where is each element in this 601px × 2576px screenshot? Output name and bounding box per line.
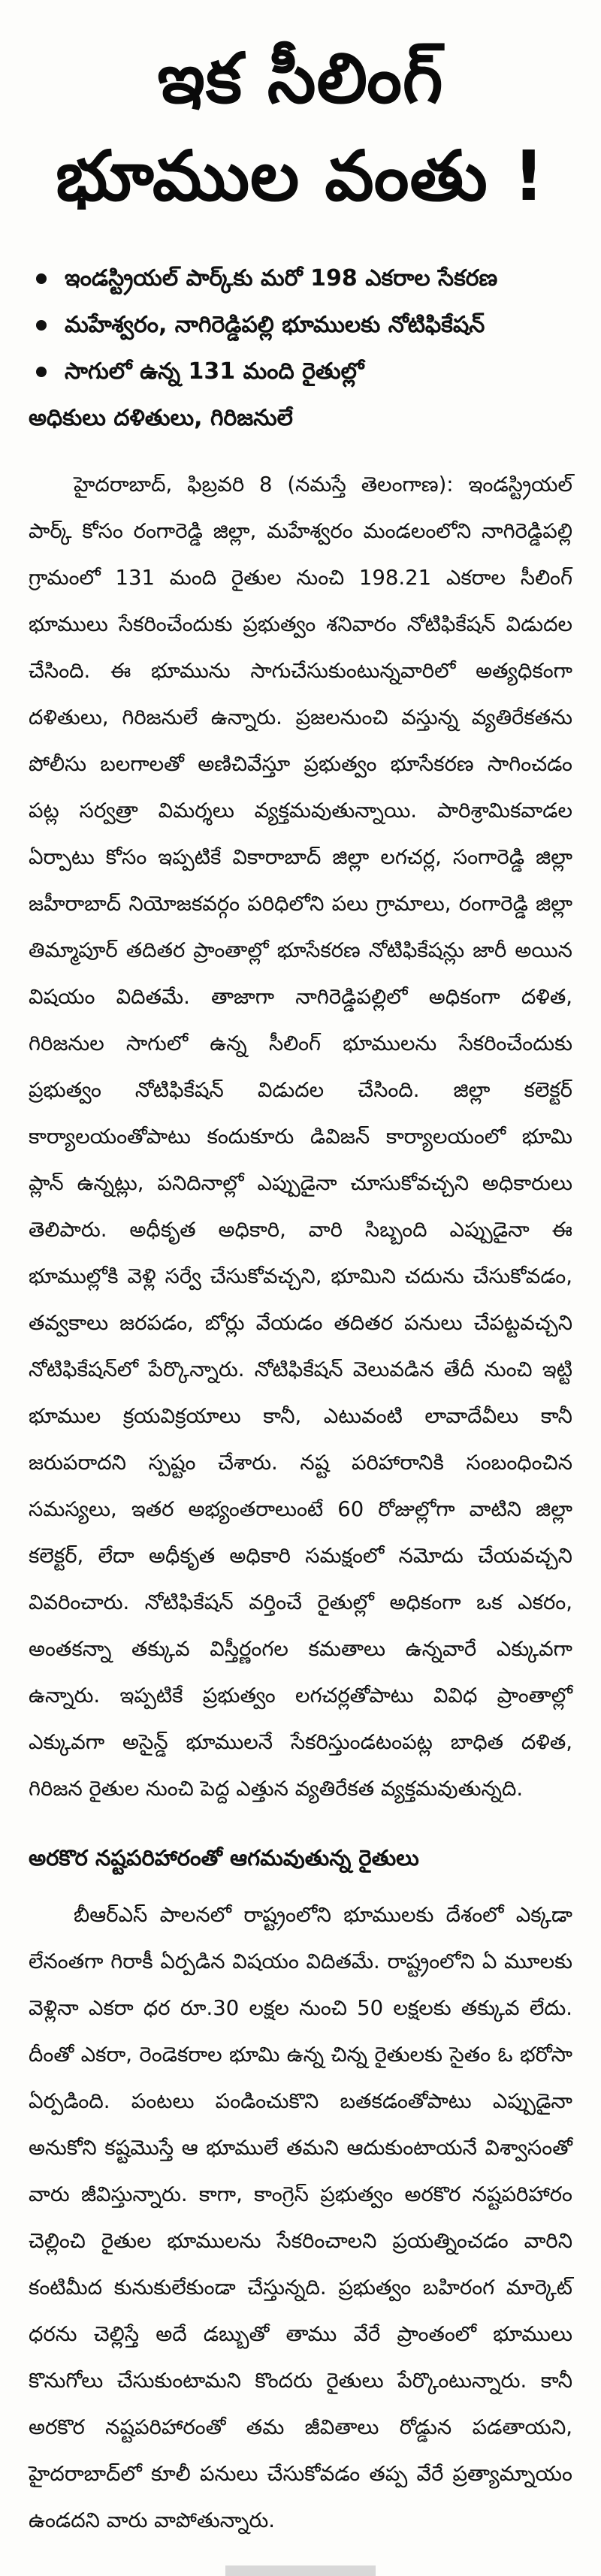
article-subheading: అరకొర నష్టపరిహారంతో ఆగమవుతున్న రైతులు [29,1845,419,1871]
article-paragraph: హైదరాబాద్, ఫిబ్రవరి 8 (నమస్తే తెలంగాణ): ఇండస్ట్రియల్ పార్క్ కోసం రంగారెడ్డి జిల్లా, మహేశ్వరం మండలంలోని నాగిరెడ్డిపల్లి గ్రామంలో 131 మంది రైతుల నుంచి 198.21 ఎకరాల సీలింగ్ భూములు సేకరించేందుకు ప్రభుత్వం శనివారం నోటిఫికేషన్ విడుదల చేసింది. ఈ భూమును సాగుచేసుకుంటున్నవారిలో అత్యధికంగా దళితులు, గిరిజనులే ఉన్నారు. ప్రజలనుంచి వస్తున్న వ్యతిరేకతను పోలీసు బలగాలతో అణిచివేస్తూ ప్రభుత్వం భూసేకరణ సాగించడం పట్ల సర్వత్రా విమర్శలు వ్యక్తమవుతున్నాయి. పారిశ్రామికవాడల ఏర్పాటు కోసం ఇప్పటికే వికారాబాద్ జిల్లా లగచర్ల, సంగారెడ్డి జిల్లా జహీరాబాద్ నియోజకవర్గం పరిధిలోని పలు గ్రామాలు, రంగారెడ్డి జిల్లా తిమ్మాపూర్ తదితర ప్రాంతాల్లో భూసేకరణ నోటిఫికేషన్లు జారీ అయిన విషయం విదితమే. తాజాగా నాగిరెడ్డిపల్లిలో అధికంగా దళిత, గిరిజనుల సాగులో ఉన్న సీలింగ్ భూములను సేకరించేందుకు ప్రభుత్వం నోటిఫికేషన్ విడుదల చేసింది. జిల్లా కలెక్టర్ కార్యాలయంతోపాటు కందుకూరు డివిజన్ కార్యాలయంలో భూమి ప్లాన్ ఉన్నట్లు, పనిదినాల్లో ఎప్పుడైనా చూసుకోవచ్చని అధికారులు తెలిపారు. అధీకృత అధికారి, వారి సిబ్బంది ఎప్పుడైనా ఈ భూముల్లోకి వెళ్లి సర్వే చేసుకోవచ్చని, భూమిని చదును చేసుకోవడం, తవ్వకాలు జరపడం, బోర్లు వేయడం తదితర పనులు చేపట్టవచ్చని నోటిఫికేషన్‌లో పేర్కొన్నారు. నోటిఫికేషన్ వెలువడిన తేదీ నుంచి ఇట్టి భూముల క్రయవిక్రయాలు కానీ, ఎటువంటి లావాదేవీలు కానీ జరుపరాదని స్పష్టం చేశారు. నష్ట పరిహారానికి సంబంధించిన సమస్యలు, ఇతర అభ్యంతరాలుంటే 60 రోజుల్లోగా వాటిని జిల్లా కలెక్టర్, లేదా అధీకృత అధికారి సమక్షంలో నమోదు చేయవచ్చని వివరించారు. నోటిఫికేషన్ వర్తించే రైతుల్లో అధికంగా ఒక ఎకరం, అంతకన్నా తక్కువ విస్తీర్ణంగల కమతాలు ఉన్నవారే ఎక్కువగా ఉన్నారు. ఇప్పటికే ప్రభుత్వం లగచర్లతోపాటు వివిధ ప్రాంతాల్లో ఎక్కువగా అసైన్డ్ భూములనే సేకరిస్తుండటంపట్ల బాధిత దళిత, గిరిజన రైతుల నుంచి పెద్ద ఎత్తున వ్యతిరేకత వ్యక్తమవుతున్నది. [29,473,572,1801]
highlight-bullets [29,255,572,442]
headline-line-2: భూముల వంతు ! [56,136,545,216]
headline-line-1: ఇక సీలింగ్ [157,38,444,119]
headline [29,30,572,225]
bullet-text: మహేశ్వరం, నాగిరెడ్డిపల్లి భూములకు నోటిఫికేషన్ [65,312,485,338]
bullet-dot-icon [36,367,47,377]
page-footer-bar [225,2565,376,2576]
article-paragraph: బీఆర్ఎస్ పాలనలో రాష్ట్రంలోని భూములకు దేశంలో ఎక్కడా లేనంతగా గిరాకీ ఏర్పడిన విషయం విదితమే. రాష్ట్రంలోని ఏ మూలకు వెళ్లినా ఎకరా ధర రూ.30 లక్షల నుంచి 50 లక్షలకు తక్కువ లేదు. దీంతో ఎకరా, రెండెకరాల భూమి ఉన్న చిన్న రైతులకు సైతం ఓ భరోసా ఏర్పడింది. పంటలు పండించుకొని బతకడంతోపాటు ఎప్పుడైనా అనుకోని కష్టమొస్తే ఆ భూములే తమని ఆదుకుంటాయనే విశ్వాసంతో వారు జీవిస్తున్నారు. కాగా, కాంగ్రెస్ ప్రభుత్వం అరకొర నష్టపరిహారం చెల్లించి రైతుల భూములను సేకరించాలని ప్రయత్నించడం వారిని కంటిమీద కునుకులేకుండా చేస్తున్నది. ప్రభుత్వం బహిరంగ మార్కెట్ ధరను చెల్లిస్తే అదే డబ్బుతో తాము వేరే ప్రాంతంలో భూములు కొనుగోలు చేసుకుంటామని కొందరు రైతులు పేర్కొంటున్నారు. కానీ అరకొర నష్టపరిహారంతో తమ జీవితాలు రోడ్డున పడతాయని, హైదరాబాద్‌లో కూలీ పనులు చేసుకోవడం తప్ప వేరే ప్రత్యామ్నాయం ఉండదని వారు వాపోతున్నారు. [29,1903,572,2532]
bullet-item [29,255,572,302]
bullet-item [29,349,572,442]
bullet-dot-icon [36,320,47,331]
bullet-dot-icon [36,273,47,284]
bullet-text: సాగులో ఉన్న 131 మంది రైతుల్లో [65,358,364,385]
bullet-text: ఇండస్ట్రియల్ పార్క్‌కు మరో 198 ఎకరాల సేకరణ [65,265,498,291]
article-body [29,461,572,2544]
bullet-text-continued: అధికులు దళితులు, గిరిజనులే [29,405,293,431]
bullet-item [29,302,572,349]
